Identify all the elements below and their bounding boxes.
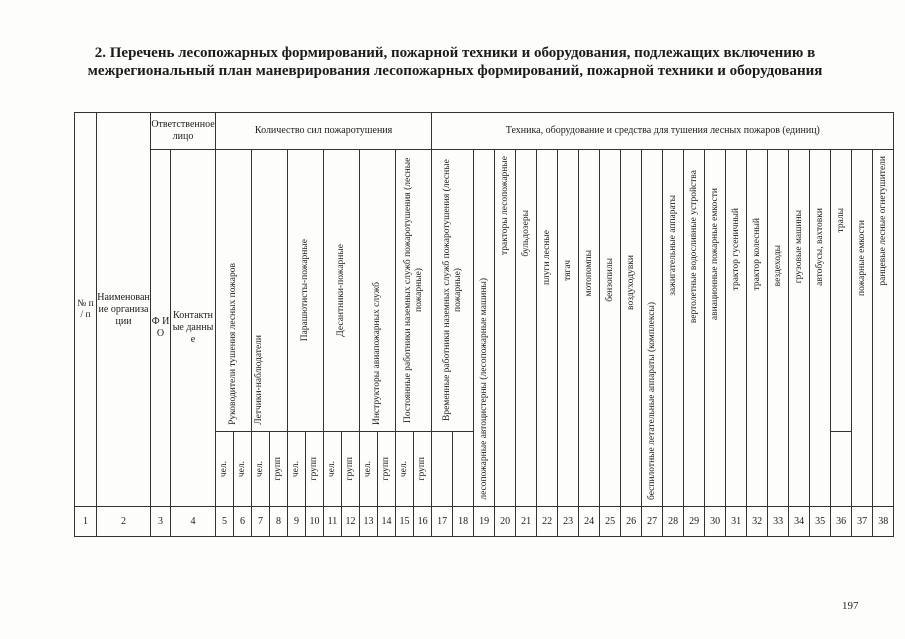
header-equipment-16 (810, 150, 831, 507)
header-equipment-11 (705, 150, 726, 507)
unit-groups-cell (414, 432, 432, 507)
column-number: 4 (171, 507, 216, 537)
column-number: 31 (726, 507, 747, 537)
column-number: 37 (852, 507, 873, 537)
page-number: 197 (842, 600, 859, 612)
formations-table (74, 112, 894, 537)
header-equipment-9 (663, 150, 684, 507)
header-equipment-4 (558, 150, 579, 507)
header-organization: Наименование организации (97, 113, 151, 507)
column-number: 21 (516, 507, 537, 537)
column-number: 12 (342, 507, 360, 537)
column-number: 9 (288, 507, 306, 537)
unit-people: чел. (255, 460, 265, 478)
column-number: 14 (378, 507, 396, 537)
unit-groups-cell (270, 432, 288, 507)
header-equipment-7-label: воздуходувки (625, 255, 636, 310)
column-number: 26 (621, 507, 642, 537)
column-number: 8 (270, 507, 288, 537)
header-equipment-17-label: тралы (835, 208, 846, 233)
unit-people-cell (324, 432, 342, 507)
header-equipment-3 (537, 150, 558, 507)
unit-people: чел. (327, 460, 337, 478)
column-number: 2 (97, 507, 151, 537)
column-number: 24 (579, 507, 600, 537)
unit-groups-cell (306, 432, 324, 507)
column-number: 36 (831, 507, 852, 537)
header-force-3 (324, 150, 360, 432)
unit-groups: групп (309, 457, 319, 481)
header-force-0-label: Руководители тушения лесных пожаров (228, 263, 238, 425)
column-number: 29 (684, 507, 705, 537)
column-numbers-row (75, 507, 894, 537)
header-force-1 (252, 150, 288, 432)
column-number: 35 (810, 507, 831, 537)
column-number: 17 (432, 507, 453, 537)
unit-people-cell (216, 432, 234, 507)
header-number: № п / п (75, 113, 97, 507)
header-equipment-0-label: лесопожарные автоцистерны (лесопожарные машины) (478, 278, 489, 500)
header-equipment-19 (873, 150, 894, 507)
column-number: 30 (705, 507, 726, 537)
column-number: 15 (396, 507, 414, 537)
header-equipment-6 (600, 150, 621, 507)
column-number: 3 (151, 507, 171, 537)
column-number: 32 (747, 507, 768, 537)
header-equipment-17 (831, 150, 852, 432)
column-number: 22 (537, 507, 558, 537)
header-equipment-9-label: зажигательные аппараты (667, 195, 678, 296)
header-equipment-10 (684, 150, 705, 507)
header-force-2-label: Парашютисты-пожарные (300, 239, 310, 342)
header-contact: Контактные данные (171, 150, 216, 507)
header-equipment-12-label: трактор гусеничный (730, 208, 741, 291)
header-equipment-1-label: тракторы лесопожарные (499, 156, 510, 255)
header-force-2 (288, 150, 324, 432)
unit-people-cell (360, 432, 378, 507)
header-force-6-label: Временные работники наземных служб пожаротушения (лесные пожарные) (441, 159, 463, 421)
column-number: 6 (234, 507, 252, 537)
header-equipment-16-label: автобусы, вахтовки (814, 208, 825, 286)
unit-groups: групп (381, 457, 391, 481)
header-equipment-2 (516, 150, 537, 507)
unit-people-cell (234, 432, 252, 507)
header-forces-group: Количество сил пожаротушения (216, 113, 432, 150)
header-fio: Ф И О (151, 150, 171, 507)
column-number: 33 (768, 507, 789, 537)
column-number: 11 (324, 507, 342, 537)
column-number: 28 (663, 507, 684, 537)
unit-people-cell (252, 432, 270, 507)
unit-groups-cell (342, 432, 360, 507)
header-equipment-14-label: вездеходы (772, 245, 783, 287)
column-number: 19 (474, 507, 495, 537)
header-equipment-8 (642, 150, 663, 507)
header-equipment-group: Техника, оборудование и средства для тушения лесных пожаров (единиц) (432, 113, 894, 150)
column-number: 34 (789, 507, 810, 537)
column-number: 38 (873, 507, 894, 537)
unit-people-cell (396, 432, 414, 507)
header-equipment-13-label: трактор колесный (751, 218, 762, 291)
header-equipment-1 (495, 150, 516, 507)
header-equipment-13 (747, 150, 768, 507)
header-equipment-3-label: плуги лесные (541, 230, 552, 286)
header-force-3-label: Десантники-пожарные (336, 244, 346, 337)
header-equipment-14 (768, 150, 789, 507)
header-force-0 (216, 150, 252, 432)
header-force-1-label: Летчики-наблюдатели (254, 335, 264, 425)
header-equipment-7 (621, 150, 642, 507)
header-equipment-6-label: бензопилы (604, 258, 615, 302)
unit-groups: групп (417, 457, 428, 481)
header-equipment-12 (726, 150, 747, 507)
trawls-sub-cell (432, 432, 453, 507)
header-force-4 (360, 150, 396, 432)
header-responsible: Ответственное лицо (151, 113, 216, 150)
unit-groups: групп (345, 457, 355, 481)
header-equipment-5-label: мотопомпы (583, 250, 594, 297)
column-number: 16 (414, 507, 432, 537)
unit-people-cell (288, 432, 306, 507)
unit-groups: групп (273, 457, 283, 481)
header-equipment-0 (474, 150, 495, 507)
unit-people: чел. (291, 460, 301, 478)
unit-people: чел. (237, 460, 247, 478)
unit-people: чел. (363, 460, 373, 478)
column-number: 27 (642, 507, 663, 537)
header-equipment-18 (852, 150, 873, 507)
header-equipment-18-label: пожарные емкости (856, 220, 867, 296)
header-equipment-8-label: беспилотные летательные аппараты (комплексы) (646, 302, 657, 500)
unit-people: чел. (399, 460, 409, 478)
header-force-5 (396, 150, 432, 432)
column-number: 23 (558, 507, 579, 537)
column-number: 25 (600, 507, 621, 537)
column-number: 20 (495, 507, 516, 537)
unit-groups-cell (378, 432, 396, 507)
header-equipment-15-label: грузовые машины (793, 210, 804, 284)
header-force-6 (432, 150, 474, 432)
header-equipment-10-label: вертолетные водосливные устройства (688, 170, 699, 324)
column-number: 18 (453, 507, 474, 537)
header-force-4-label: Инструкторы авиапожарных служб (372, 281, 382, 425)
header-equipment-15 (789, 150, 810, 507)
header-equipment-2-label: бульдозеры (520, 210, 531, 257)
column-number: 10 (306, 507, 324, 537)
page-title: 2. Перечень лесопожарных формирований, пожарной техники и оборудования, подлежащих включению в межрегиональный план маневрирования лесопожарных формирований, пожарной техники и оборудования (87, 45, 823, 79)
column-number: 7 (252, 507, 270, 537)
header-equipment-5 (579, 150, 600, 507)
column-number: 5 (216, 507, 234, 537)
column-number: 1 (75, 507, 97, 537)
header-equipment-19-label: ранцевые лесные огнетушители (877, 156, 888, 286)
header-equipment-11-label: авиационные пожарные емкости (709, 188, 720, 321)
header-force-5-label: Постоянные работники наземных служб пожаротушения (лесные пожарные) (402, 157, 424, 423)
header-equipment-4-label: тягач (562, 260, 573, 281)
unit-people: чел. (219, 460, 229, 478)
column-number: 13 (360, 507, 378, 537)
